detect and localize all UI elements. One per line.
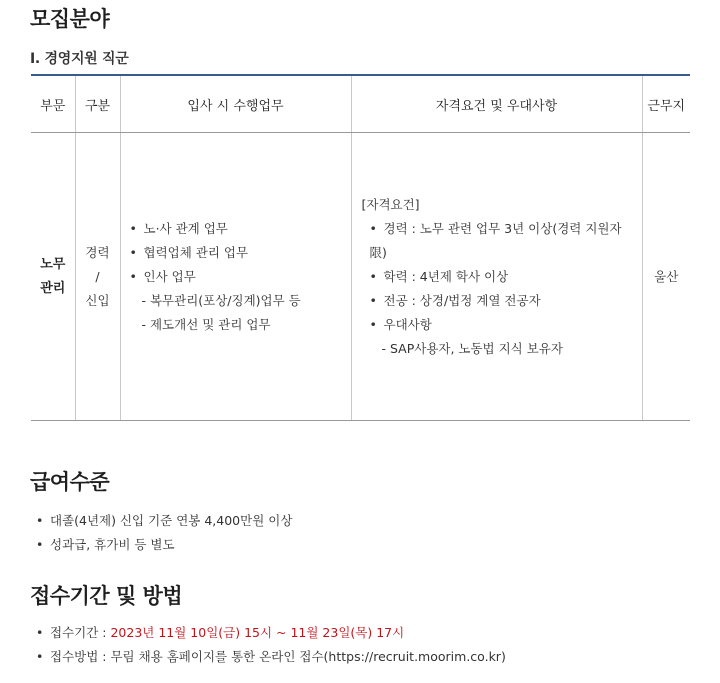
list-item [370, 313, 642, 337]
bullet-icon: • [129, 244, 137, 260]
list-item [130, 217, 351, 241]
period-label: 접수기간 : [50, 625, 111, 640]
recruitment-table [31, 74, 690, 421]
duty-text: - 제도개선 및 관리 업무 [141, 316, 271, 332]
list-item [370, 265, 642, 289]
qualification-text: 경력 : 노무 관련 업무 3년 이상(경력 지원자 限) [369, 220, 622, 260]
qualification-text: - SAP사용자, 노동법 지식 보유자 [381, 340, 563, 356]
list-item [130, 241, 351, 265]
list-subitem [130, 313, 351, 337]
cell-location [642, 133, 690, 421]
division-text-line2: 관리 [40, 280, 66, 296]
bullet-icon: • [36, 625, 44, 640]
bullet-icon: • [369, 316, 377, 332]
cell-qualifications [351, 133, 642, 421]
list-item [130, 265, 351, 289]
qualification-text: 전공 : 상경/법정 계열 전공자 [383, 292, 541, 308]
table-header-row [31, 75, 690, 133]
qualifications-block [352, 193, 642, 361]
header-location: 근무지 [642, 75, 690, 133]
section-title-recruitment-fields: 모집분야 [30, 7, 110, 31]
bullet-icon: • [129, 268, 137, 284]
list-item [36, 509, 292, 533]
duty-text: 인사 업무 [143, 268, 196, 284]
table-row [31, 133, 690, 421]
bullet-icon: • [129, 220, 137, 236]
salary-text: 성과급, 휴가비 등 별도 [50, 537, 175, 552]
list-item [36, 621, 506, 645]
bullet-icon: • [369, 220, 377, 236]
cell-duties [120, 133, 351, 421]
list-subitem [370, 337, 642, 361]
subsection-title-management-support: I. 경영지원 직군 [30, 51, 129, 67]
cell-type [75, 133, 120, 421]
list-item [370, 217, 642, 265]
list-item [36, 645, 506, 669]
qualification-text: 우대사항 [383, 316, 432, 332]
list-subitem [130, 289, 351, 313]
header-division: 부문 [31, 75, 75, 133]
salary-text: 대졸(4년제) 신입 기준 연봉 4,400만원 이상 [50, 513, 293, 528]
header-qualifications: 자격요건 및 우대사항 [351, 75, 642, 133]
header-duties: 입사 시 수행업무 [120, 75, 351, 133]
salary-list [36, 509, 292, 557]
type-text-line3: 신입 [85, 292, 110, 308]
bullet-icon: • [369, 268, 377, 284]
duty-text: 협력업체 관리 업무 [143, 244, 249, 260]
duty-text: 노·사 관계 업무 [143, 220, 228, 236]
method-value: 무림 채용 홈페이지를 통한 온라인 접수(https://recruit.moorim.co.kr) [110, 649, 506, 664]
duty-text: - 복무관리(포상/징계)업무 등 [141, 292, 301, 308]
location-text: 울산 [654, 268, 679, 284]
qualification-text: 학력 : 4년제 학사 이상 [383, 268, 509, 284]
bullet-icon: • [369, 292, 377, 308]
section-title-salary: 급여수준 [30, 470, 110, 494]
qualifications-list [362, 217, 642, 361]
division-text-line1: 노무 [40, 256, 66, 272]
section-title-application: 접수기간 및 방법 [30, 584, 183, 608]
list-item [370, 289, 642, 313]
type-text-line1: 경력 [85, 244, 110, 260]
list-item [36, 533, 292, 557]
header-type: 구분 [75, 75, 120, 133]
method-label: 접수방법 : [50, 649, 111, 664]
application-list [36, 621, 506, 669]
period-value: 2023년 11월 10일(금) 15시 ~ 11월 23일(목) 17시 [110, 625, 405, 640]
qualifications-heading: [자격요건] [361, 196, 420, 212]
bullet-icon: • [36, 537, 44, 552]
duties-list [121, 217, 351, 337]
bullet-icon: • [36, 513, 44, 528]
bullet-icon: • [36, 649, 44, 664]
cell-division [31, 133, 75, 421]
type-text-line2: / [95, 268, 100, 284]
